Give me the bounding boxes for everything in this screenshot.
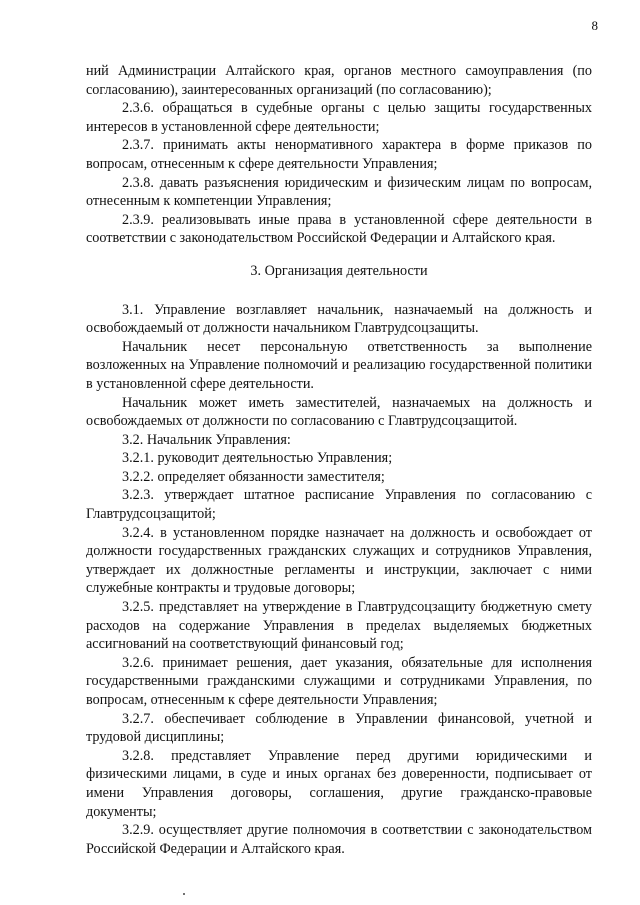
section-heading: 3. Организация деятельности (250, 262, 428, 279)
paragraph: 3.1. Управление возглавляет начальник, назначаемый на должность и освобождаемый от должности начальником Главтрудсоцзащиты. (86, 301, 592, 337)
paragraph: 2.3.6. обращаться в судебные органы с целью защиты государственных интересов в установленной сфере деятельности; (86, 100, 592, 135)
paragraph: 3.2.9. осуществляет другие полномочия в соответствии с законодательством Российской Федерации и Алтайского края. (86, 822, 592, 857)
paragraph: 3.2.5. представляет на утверждение в Главтрудсоцзащиту бюджетную смету расходов на содержание Управления в пределах выделяемых бюджетных ассигнований на соответствующий финансовый год; (86, 599, 592, 653)
paragraph: ний Администрации Алтайского края, органов местного самоуправления (по согласованию), заинтересованных организаций (по согласованию); (86, 63, 592, 98)
paragraph: 3.2. Начальник Управления: (122, 431, 291, 448)
paragraph: 2.3.8. давать разъяснения юридическим и физическим лицам по вопросам, отнесенным к компетенции Управления; (86, 174, 592, 210)
paragraph: Начальник может иметь заместителей, назначаемых на должность и освобождаемых от должности по согласованию с Главтрудсоцзащитой. (86, 394, 592, 430)
paragraph: 2.3.7. принимать акты ненормативного характера в форме приказов по вопросам, отнесенным к сфере деятельности Управления; (86, 137, 592, 172)
page-number: 8 (591, 18, 598, 33)
paragraph: 3.2.7. обеспечивает соблюдение в Управлении финансовой, учетной и трудовой дисциплины; (86, 710, 592, 746)
scan-speck (183, 893, 185, 895)
paragraph: 3.2.8. представляет Управление перед другими юридическими и физическими лицами, в суде и иных органах без доверенности, подписывает от имени Управления договоры, соглашения, другие гражданско-правовые документы; (86, 747, 592, 820)
paragraph: 3.2.3. утверждает штатное расписание Управления по согласованию с Главтрудсоцзащитой; (86, 487, 592, 523)
paragraph: 2.3.9. реализовывать иные права в установленной сфере деятельности в соответствии с законодательством Российской Федерации и Алтайского края. (86, 211, 592, 247)
paragraph: 3.2.4. в установленном порядке назначает на должность и освобождает от должности государственных гражданских служащих и сотрудников Управления, утверждает их должностные регламенты и инструкции, заключает с ними служебные контракты и трудовые договоры; (86, 524, 592, 597)
paragraph: 3.2.1. руководит деятельностью Управления; (122, 450, 393, 467)
paragraph: 3.2.2. определяет обязанности заместителя; (122, 468, 385, 485)
paragraph: 3.2.6. принимает решения, дает указания, обязательные для исполнения государственными гражданскими служащими и сотрудниками Управления, по вопросам, отнесенным к сфере деятельности Управления; (86, 654, 592, 708)
document-body (86, 62, 592, 858)
paragraph: Начальник несет персональную ответственность за выполнение возложенных на Управление полномочий и реализацию государственной политики в установленной сфере деятельности. (86, 338, 592, 392)
